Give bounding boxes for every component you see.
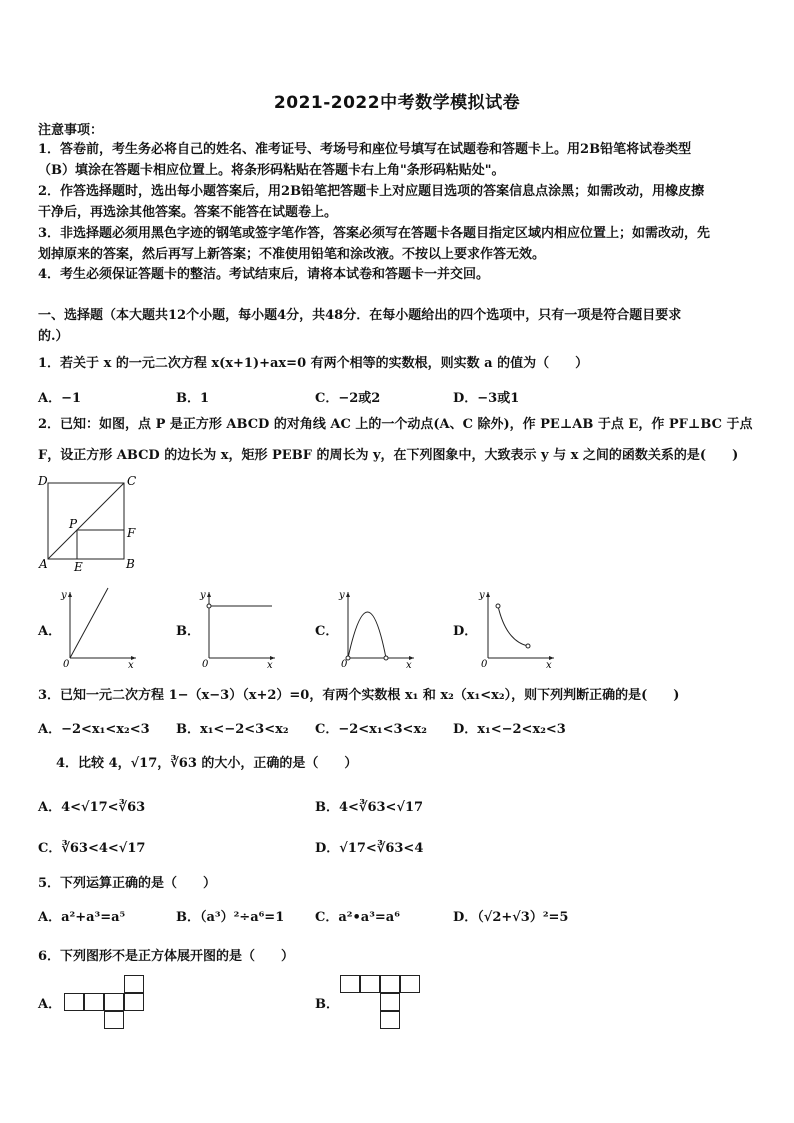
question-1: 1．若关于 x 的一元二次方程 x(x+1)+ax=0 有两个相等的实数根，则实数 a 的值为（ ） <box>38 356 589 371</box>
net-b-cell <box>360 975 380 993</box>
net-a-cell <box>124 993 144 1011</box>
question-2: 2．已知：如图，点 P 是正方形 ABCD 的对角线 AC 上的一个动点(A、C 除外)，作 PE⊥AB 于点 E，作 PF⊥BC 于点 <box>38 417 753 432</box>
svg-text:0: 0 <box>63 659 70 670</box>
q4-option-c: C．∛63<4<√17 <box>38 841 146 856</box>
q2-option-a: A． <box>38 624 62 639</box>
svg-text:y: y <box>479 590 485 601</box>
svg-text:x: x <box>546 660 552 670</box>
q4-option-a: A．4<√17<∛63 <box>38 800 146 815</box>
net-a-cell <box>64 993 84 1011</box>
net-b-cell <box>340 975 360 993</box>
notes-line: 4．考生必须保证答题卡的整洁。考试结束后，请将本试卷和答题卡一并交回。 <box>38 267 490 282</box>
label-e: E <box>74 560 83 574</box>
label-f: F <box>127 526 136 540</box>
q5-option-a: A．a²+a³=a⁵ <box>38 910 126 925</box>
q1-option-c: C．−2或2 <box>315 391 381 406</box>
q1-option-d: D．−3或1 <box>453 391 520 406</box>
label-b: B <box>126 557 135 571</box>
q2-option-d: D． <box>453 624 478 639</box>
q5-option-b: B．（a³）²÷a⁶=1 <box>176 910 285 925</box>
q3-option-a: A．−2<x₁<x₂<3 <box>38 722 150 737</box>
notes-heading: 注意事项： <box>38 123 104 138</box>
question-4: 4．比较 4，√17，∛63 的大小，正确的是（ ） <box>56 756 358 771</box>
q3-option-b: B．x₁<−2<3<x₂ <box>176 722 289 737</box>
section-heading: 一、选择题（本大题共12个小题，每小题4分，共48分．在每小题给出的四个选项中，只有一项是符合题目要求 <box>38 308 682 323</box>
q1-option-a: A．−1 <box>38 391 82 406</box>
label-d: D <box>38 474 48 488</box>
notes-line: 3．非选择题必须用黑色字迹的钢笔或签字笔作答，答案必须写在答题卡各题目指定区域内相应位置上；如需改动，先 <box>38 226 711 241</box>
q1-option-b: B．1 <box>176 391 210 406</box>
graph-a <box>58 586 142 670</box>
label-p: P <box>69 517 78 531</box>
svg-text:y: y <box>339 590 345 601</box>
svg-text:x: x <box>128 660 134 670</box>
page-title: 2021-2022中考数学模拟试卷 <box>273 93 521 113</box>
q3-option-d: D．x₁<−2<x₂<3 <box>453 722 566 737</box>
label-a: A <box>39 557 48 571</box>
svg-text:x: x <box>267 660 273 670</box>
notes-line: 划掉原来的答案，然后再写上新答案；不准使用铅笔和涂改液。不按以上要求作答无效。 <box>38 247 546 262</box>
net-a-cell <box>124 975 144 993</box>
net-b-cell <box>400 975 420 993</box>
q2-option-c: C． <box>315 624 339 639</box>
q5-option-c: C．a²•a³=a⁶ <box>315 910 400 925</box>
notes-line: （B）填涂在答题卡相应位置上。将条形码粘贴在答题卡右上角"条形码粘贴处"。 <box>38 163 505 178</box>
q6-option-b: B． <box>315 997 339 1012</box>
q4-option-b: B．4<∛63<√17 <box>315 800 424 815</box>
question-5: 5．下列运算正确的是（ ） <box>38 876 217 891</box>
q4-option-d: D．√17<∛63<4 <box>315 841 424 856</box>
svg-text:0: 0 <box>202 659 209 670</box>
q6-option-a: A． <box>38 997 62 1012</box>
net-a-cell <box>84 993 104 1011</box>
svg-text:y: y <box>200 590 206 601</box>
net-b-cell <box>380 993 400 1011</box>
square-figure <box>34 474 144 574</box>
graph-b <box>197 586 281 670</box>
q2-option-b: B． <box>176 624 200 639</box>
q5-option-d: D．（√2+√3）²=5 <box>453 910 569 925</box>
svg-text:y: y <box>61 590 67 601</box>
question-2-cont: F，设正方形 ABCD 的边长为 x，矩形 PEBF 的周长为 y，在下列图象中，大致表示 y 与 x 之间的函数关系的是( ) <box>38 448 739 463</box>
net-a-cell <box>104 1011 124 1029</box>
question-3: 3．已知一元二次方程 1−（x−3）（x+2）=0，有两个实数根 x₁ 和 x₂（x₁<x₂），则下列判断正确的是( ) <box>38 688 680 703</box>
notes-line: 干净后，再选涂其他答案。答案不能答在试题卷上。 <box>38 205 338 220</box>
label-c: C <box>127 474 137 488</box>
svg-text:0: 0 <box>341 659 348 670</box>
notes-line: 1．答卷前，考生务必将自己的姓名、准考证号、考场号和座位号填写在试题卷和答题卡上。用2B铅笔将试卷类型 <box>38 142 692 157</box>
net-a-cell <box>104 993 124 1011</box>
svg-text:x: x <box>406 660 412 670</box>
section-heading-cont: 的.） <box>38 329 69 344</box>
svg-text:0: 0 <box>481 659 488 670</box>
q3-option-c: C．−2<x₁<3<x₂ <box>315 722 427 737</box>
graph-c <box>336 586 420 670</box>
net-b-cell <box>380 1011 400 1029</box>
question-6: 6．下列图形不是正方体展开图的是（ ） <box>38 949 295 964</box>
notes-line: 2．作答选择题时，选出每小题答案后，用2B铅笔把答题卡上对应题目选项的答案信息点涂黑；如需改动，用橡皮擦 <box>38 184 705 199</box>
net-b-cell <box>380 975 400 993</box>
graph-d <box>476 586 560 670</box>
